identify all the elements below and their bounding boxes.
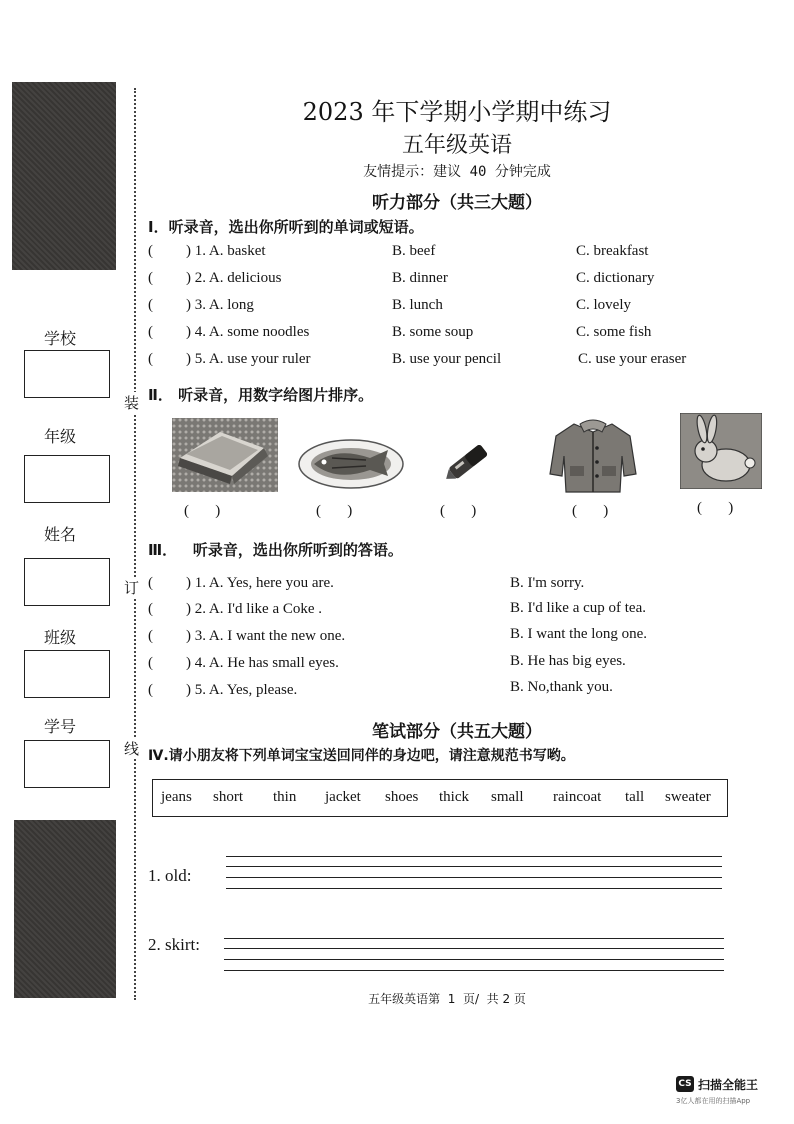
word-bank — [152, 779, 728, 817]
binding-line — [134, 88, 136, 1000]
exam-subtitle: 五年级英语 — [401, 133, 512, 158]
word-bank-item: thin — [273, 789, 297, 805]
option-b: B. No,thank you. — [510, 679, 613, 695]
word-bank-item: shoes — [385, 789, 419, 805]
section-4-title: Ⅳ.请小朋友将下列单词宝宝送回同伴的身边吧，请注意规范书写哟。 — [148, 748, 575, 764]
sandwich-picture — [172, 418, 278, 492]
section-3-title: Ⅲ． 听录音，选出你所听到的答语。 — [148, 541, 403, 559]
student-id-label: 学号 — [44, 717, 77, 736]
writing-line[interactable] — [224, 948, 724, 949]
option-a: ) 1. A. Yes, here you are. — [186, 575, 334, 591]
word-bank-item: thick — [439, 789, 469, 805]
picture-5-blank[interactable]: ( ) — [697, 500, 734, 516]
option-c: C. some fish — [576, 324, 652, 340]
writing-line[interactable] — [224, 938, 724, 939]
option-b: B. He has big eyes. — [510, 653, 626, 669]
writing-line[interactable] — [226, 856, 722, 857]
jacket-picture — [546, 418, 640, 494]
answer-blank[interactable]: ( — [148, 655, 153, 671]
option-b: B. beef — [392, 243, 436, 259]
writing-line[interactable] — [226, 888, 722, 889]
option-c: C. use your eraser — [578, 351, 687, 367]
prompt-skirt: 2. skirt: — [148, 935, 200, 954]
option-b: B. I'd like a cup of tea. — [510, 600, 646, 616]
writing-line[interactable] — [224, 970, 724, 971]
name-field[interactable] — [24, 558, 110, 606]
word-bank-item: short — [213, 789, 243, 805]
word-bank-item: small — [491, 789, 524, 805]
class-label: 班级 — [44, 628, 77, 647]
bottom-left-dark-block — [14, 820, 116, 998]
picture-1-blank[interactable]: ( ) — [184, 503, 221, 519]
writing-line[interactable] — [226, 866, 722, 867]
option-a: ) 2. A. I'd like a Coke . — [186, 601, 323, 617]
word-bank-item: jacket — [325, 789, 361, 805]
writing-line[interactable] — [224, 959, 724, 960]
word-bank-item: tall — [625, 789, 645, 805]
option-b: B. lunch — [392, 297, 443, 313]
fish-dish-picture — [296, 430, 406, 492]
answer-blank[interactable]: ( — [148, 682, 153, 698]
writing-line[interactable] — [226, 877, 722, 878]
binding-char-zhuang: 装 — [124, 394, 140, 412]
camscanner-tagline: 3亿人都在用的扫描App — [676, 1097, 751, 1105]
picture-3-blank[interactable]: ( ) — [440, 503, 477, 519]
grade-field[interactable] — [24, 455, 110, 503]
option-a: ) 5. A. use your ruler — [186, 351, 311, 367]
writing-heading: 笔试部分（共五大题） — [372, 722, 542, 742]
answer-blank[interactable]: ( — [148, 270, 153, 286]
picture-4-blank[interactable]: ( ) — [572, 503, 609, 519]
rabbit-picture — [680, 413, 762, 489]
exam-tip: 友情提示：建议 40 分钟完成 — [363, 164, 551, 180]
option-b: B. I want the long one. — [510, 626, 648, 642]
name-label: 姓名 — [44, 525, 77, 544]
prompt-old: 1. old: — [148, 866, 192, 885]
answer-blank[interactable]: ( — [148, 601, 153, 617]
option-a: ) 4. A. He has small eyes. — [186, 655, 339, 671]
camscanner-label: 扫描全能王 — [698, 1078, 759, 1092]
answer-blank[interactable]: ( — [148, 243, 153, 259]
option-a: ) 5. A. Yes, please. — [186, 682, 298, 698]
grade-label: 年级 — [44, 427, 77, 446]
option-a: ) 2. A. delicious — [186, 270, 282, 286]
school-field[interactable] — [24, 350, 110, 398]
option-a: ) 4. A. some noodles — [186, 324, 310, 340]
option-c: C. dictionary — [576, 270, 655, 286]
word-bank-item: jeans — [161, 789, 192, 805]
binding-char-xian: 线 — [124, 740, 140, 758]
section-1-title: Ⅰ．听录音，选出你所听到的单词或短语。 — [148, 218, 424, 236]
answer-blank[interactable]: ( — [148, 324, 153, 340]
class-field[interactable] — [24, 650, 110, 698]
section-2-title: Ⅱ． 听录音，用数字给图片排序。 — [148, 386, 374, 404]
page-number: 五年级英语第 1 页/ 共 2 页 — [368, 992, 526, 1006]
listening-heading: 听力部分（共三大题） — [372, 193, 542, 213]
word-bank-item: raincoat — [553, 789, 602, 805]
option-b: B. dinner — [392, 270, 448, 286]
answer-blank[interactable]: ( — [148, 628, 153, 644]
option-b: B. use your pencil — [392, 351, 502, 367]
school-label: 学校 — [44, 329, 77, 348]
option-a: ) 3. A. long — [186, 297, 254, 313]
option-b: B. some soup — [392, 324, 474, 340]
word-bank-item: sweater — [665, 789, 711, 805]
student-id-field[interactable] — [24, 740, 110, 788]
option-c: C. breakfast — [576, 243, 649, 259]
exam-title: 2023 年下学期小学期中练习 — [302, 98, 612, 126]
camscanner-logo-icon: CS — [676, 1076, 694, 1092]
option-a: ) 3. A. I want the new one. — [186, 628, 346, 644]
answer-blank[interactable]: ( — [148, 351, 153, 367]
binding-char-ding: 订 — [124, 579, 140, 597]
picture-2-blank[interactable]: ( ) — [316, 503, 353, 519]
option-a: ) 1. A. basket — [186, 243, 266, 259]
answer-blank[interactable]: ( — [148, 575, 153, 591]
marker-picture — [438, 434, 500, 488]
option-b: B. I'm sorry. — [510, 575, 585, 591]
answer-blank[interactable]: ( — [148, 297, 153, 313]
option-c: C. lovely — [576, 297, 631, 313]
